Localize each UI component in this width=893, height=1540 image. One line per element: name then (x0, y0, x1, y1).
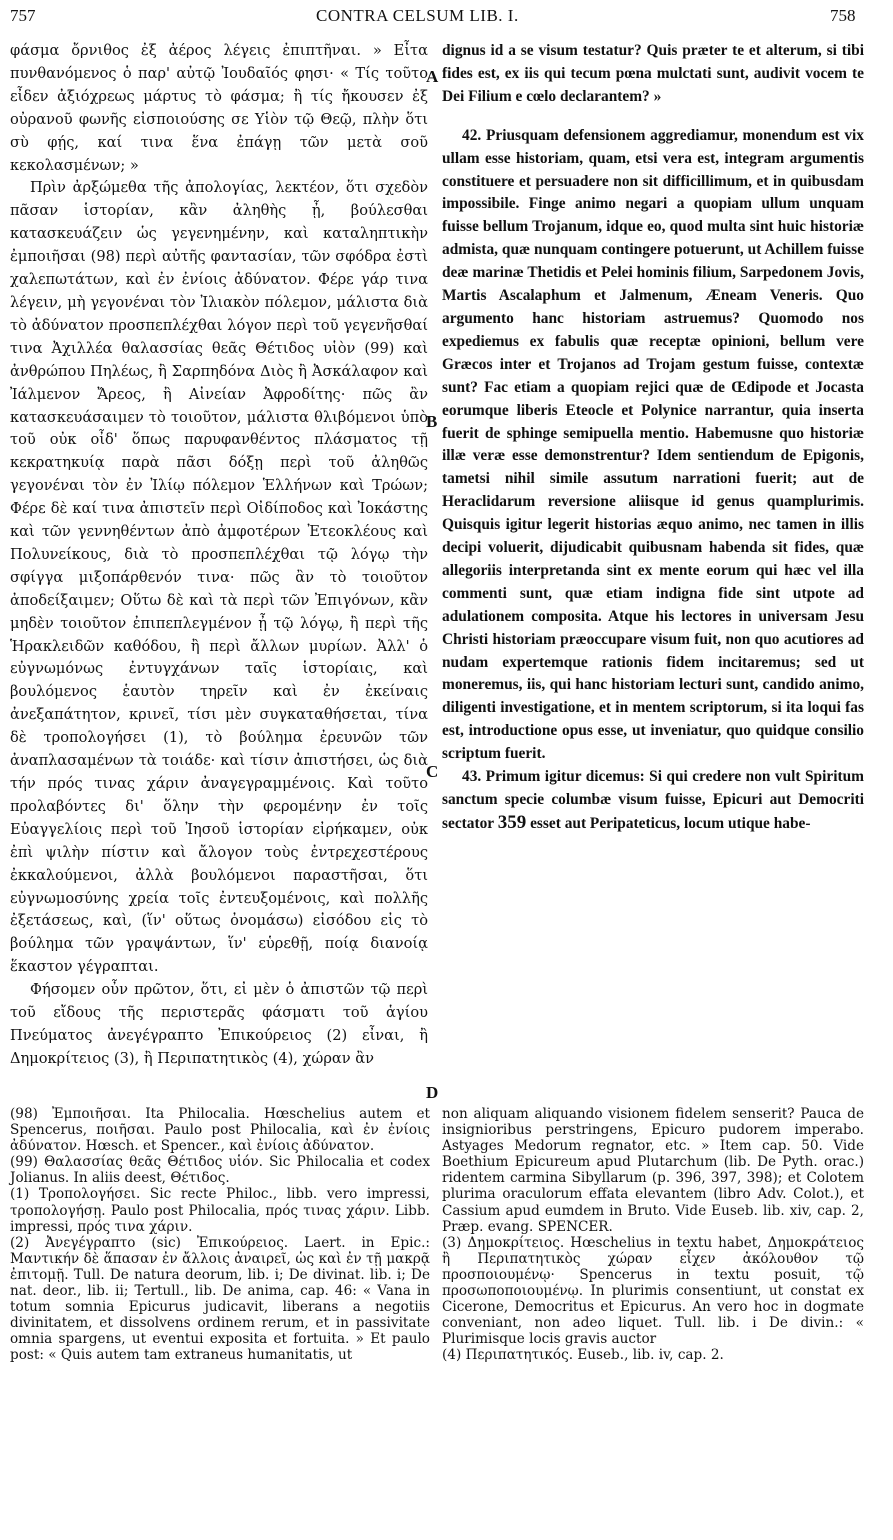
left-page-number: 757 (10, 6, 36, 25)
latin-paragraph-text: esset aut Peripateticus, locum utique habe- (530, 814, 811, 832)
footnote: (2) Ἀνεγέγραπτο (sic) Ἐπικούρειος. Laert. in Epic.: Μαντικήν δὲ ἅπασαν ἐν ἄλλοις ἀναιρεῖ, ὡς καὶ ἐν τῇ μακρᾷ ἐπιτομῇ. Tull. De natura deorum, lib. i; De divinat. lib. i; De nat. deor., lib. ii; Tertull., lib. De anima, cap. 46: « Vana in totum somnia Epicurus judicavit, liberans a negotiis divinitatem, et dissolvens ordinem rerum, et in passivitate omnia spargens, ut eventui exposita et fortuita. » Et paulo post: « Quis autem tam extraneus humanitatis, ut (10, 1234, 430, 1364)
footnote: (3) Δημοκρίτειος. Hœschelius in textu habet, Δημοκράτειος ἢ Περιπατητικὸς χώραν εἶχεν ἀκόλουθον τῷ προσποιουμένῳ· Spencerus in textu posuit, τῷ προσωποποιουμένῳ. In plurimis consentiunt, ut constat ex Cicerone, Democritus et Epicurus. An vero hoc in dogmate conveniant, non adeo liquet. Tull. lib. i De divin.: « Plurimisque locis gravis auctor (442, 1234, 864, 1348)
margin-marker-d: D (426, 1083, 439, 1102)
greek-text-column (10, 40, 428, 1071)
footnote: non aliquam aliquando visionem fidelem senserit? Pauca de insignioribus perstringens, Epicuro pudorem imperabo. Astyages Medorum regnator, etc. » Item cap. 50. Vide Boethium Epicureum apud Plutarchum (lib. De Pyth. orac.) ridentem carmina Sibyllarum (p. 396, 397, 398); et Colotem plurima oraculorum effata elevantem (libro Adv. Colot.), et Cassium apud eumdem in Bruto. Vide Euseb. lib. xiv, cap. 2, Præp. evang. SPENCER. (442, 1106, 864, 1235)
footnotes-right (442, 1106, 864, 1364)
latin-paragraph (442, 766, 864, 836)
latin-paragraph-text: 43. Primum igitur dicemus: Si qui credere non vult Spiritum sanctum specie columbæ visum fuisse, Epicuri aut Democriti sectator (442, 768, 864, 832)
footnote: (99) Θαλασσίας θεᾶς Θέτιδος υἱόν. Sic Philocalia et codex Jolianus. In aliis deest, Θέτιδος. (10, 1154, 430, 1187)
greek-paragraph: Φήσομεν οὖν πρῶτον, ὅτι, εἰ μὲν ὁ ἀπιστῶν τῷ περὶ τοῦ εἴδους τῆς περιστερᾶς φάσματι τοῦ ἁγίου Πνεύματος ἀνεγέγραπτο Ἐπικούρειος (2) εἶναι, ἢ Δημοκρίτειος (3), ἢ Περιπατητικὸς (4), χώραν ἂν (10, 981, 428, 1067)
margin-marker-c: C (426, 762, 439, 781)
right-page-number: 758 (830, 6, 856, 25)
latin-text-column (442, 40, 864, 836)
footnote: (98) Ἐμποιῆσαι. Ita Philocalia. Hœschelius autem et Spencerus, ποιῆσαι. Paulo post Philocalia, καὶ ἐν ἐνίοις ἀδύνατον. Hœsch. et Spencer., καὶ ἐνίοις ἀδύνατον. (10, 1106, 430, 1155)
greek-paragraph: Πρὶν ἀρξώμεθα τῆς ἀπολογίας, λεκτέον, ὅτι σχεδὸν πᾶσαν ἱστορίαν, κἂν ἀληθὴς ᾖ, βούλεσθαι κατασκευάζειν ὡς γεγενημένην, καὶ καταληπτικὴν ἐμποιῆσαι (98) περὶ αὐτῆς φαντασίαν, τῶν σφόδρα ἐστὶ χαλεπωτάτων, καὶ ἐν ἐνίοις ἀδύνατον. Φέρε γάρ τινα λέγειν, μὴ γεγονέναι τὸν Ἰλιακὸν πόλεμον, μάλιστα διὰ τὸ ἀδύνατον προσπεπλέχθαι λόγον περὶ τοῦ γεγενῆσθαί τινα Ἀχιλλέα θαλασσίας θεᾶς Θέτιδος υἱὸν (99) καὶ ἀνθρώπου Πηλέως, ἢ Σαρπηδόνα Διὸς ἢ Ἀσκάλαφον καὶ Ἰάλμενον Ἄρεος, ἢ Αἰνείαν Ἀφροδίτης· πῶς ἂν κατασκευάσαιμεν τὸ τοιοῦτον, μάλιστα θλιβόμενοι ὑπὸ τοῦ οὐκ οἶδ' ὅπως παρυφανθέντος πλάσματος τῇ κεκρατηκυίᾳ παρὰ πᾶσι δόξῃ περὶ τοῦ ἀληθῶς γεγονέναι τὸν ἐν Ἰλίῳ πόλεμον Ἑλλήνων καὶ Τρώων; Φέρε δὲ καί τινα ἀπιστεῖν περὶ Οἰδίποδος καὶ Ἰοκάστης καὶ τῶν γεννηθέντων ἀπὸ ἀμφοτέρων Ἐτεοκλέους καὶ Πολυνείκους, διὰ τὸ προσπεπλέχθαι τῷ λόγῳ τὴν σφίγγα μιξοπάρθενόν τινα· πῶς ἂν τὸ τοιοῦτον ἀποδείξαιμεν; Οὕτω δὲ καὶ τὰ περὶ τῶν Ἐπιγόνων, κἂν μηδὲν τοιοῦτον ἐπιπεπλεγμένον ᾖ τῷ λόγῳ, ἢ περὶ τῆς Ἡρακλειδῶν καθόδου, ἢ περὶ ἄλλων μυρίων. Ἀλλ' ὁ εὐγνωμόνως ἐντυγχάνων ταῖς ἱστορίαις, καὶ βουλόμενος ἑαυτὸν τηρεῖν καὶ ἐν ἐκείναις ἀνεξαπάτητον, κρινεῖ, τίσι μὲν συγκαταθήσεται, τίνα δὲ τροπολογήσει (1), τὸ βούλημα ἐρευνῶν τῶν ἀναπλασαμένων τὰ τοιάδε· καὶ τίσιν ἀπιστήσει, ὡς διὰ τήν πρός τινας χάριν ἀναγεγραμμένοις. Καὶ τοῦτο προλαβόντες δι' ὅλην τὴν φερομένην ἐν τοῖς Εὐαγγελίοις περὶ τοῦ Ἰησοῦ ἱστορίαν εἰρήκαμεν, οὐκ ἐπὶ ψιλὴν πίστιν καὶ ἄλογον τοὺς ἐντρεχεστέρους ἐκκαλούμενοι, ἀλλὰ βουλόμενοι παραστῆσαι, ὅτι εὐγνωμοσύνης χρεία τοῖς ἐντευξομένοις, καὶ πολλῆς ἐξετάσεως, καὶ, (ἵν' οὕτως ὀνομάσω) εἰσόδου εἰς τὸ βούλημα τῶν γραψάντων, ἵν' εὑρεθῇ, ποίᾳ διανοίᾳ ἕκαστον γέγραπται. (10, 179, 428, 976)
footnote: (4) Περιπατητικός. Euseb., lib. iv, cap. 2. (442, 1347, 724, 1364)
margin-marker-a: A (426, 67, 439, 86)
latin-paragraph: 42. Priusquam defensionem aggrediamur, monendum est vix ullam esse historiam, quam, etsi vera est, integram argumentis constituere et persuadere non sit difficillimum, et in quibusdam impossibile. Finge animo negari a quopiam ullum unquam fuisse bellum Trojanum, idque eo, quod multa sint huic historiæ admista, quæ nunquam contingere potuerunt, ut Achillem fuisse deæ marinæ Thetidis et Pelei hominis filium, Sarpedonem Jovis, Martis Ascalaphum et Jalmenum, Æneam Veneris. Quo argumento hanc historiam astruemus? Quomodo nos expediemus ex fabulis quæ receptæ opinioni, bellum vere Græcos inter et Trojanos ad Trojam gestum fuisse, contextæ sunt? Fac etiam a quopiam rejici quæ de Œdipode et Jocasta eorumque liberis Eteocle et Polynice narrantur, quia inserta fuerit de sphinge semipuella mentio. Habemusne quo historiæ illæ veræ esse demonstrentur? Idem sentiendum de Epigonis, tametsi nihil simile assutum narrationi fuerit; aut de Heraclidarum reversione aliisque id genus quamplurimis. Quisquis igitur legerit historias æquo animo, nec tamen in illis decipi voluerit, dijudicabit quibusnam habenda sit fides, quæ allegoriis interpretanda sint ex mente eorum qui hæc vel illa commenti sunt, quæ etiam indigna fide sint utpote ad adulationem composita. Atque his lectores in universam Jesu Christi historiam præoccupare visum fuit, non quo acutiores ad nudam expertemque rationis fidem incitaremus; sed ut moneremus, iis, qui hanc historiam lecturi sunt, candido animo, diligenti investigatione, et in mentem scriptorum, si ita loqui fas est, introductione opus esse, ut inveniatur, quo quidque consilio scriptum fuerit. (442, 126, 864, 763)
running-title: CONTRA CELSUM LIB. I. (316, 6, 519, 25)
latin-paragraph: dignus id a se visum testatur? Quis præter te et alterum, si tibi fides est, ex iis qui tecum pœna mulctati sunt, audivit vocem te Dei Filium e cœlo declarantem? » (442, 42, 864, 105)
footnote: (1) Τροπολογήσει. Sic recte Philoc., libb. vero impressi, τροπολογήσῃ. Paulo post Philocalia, πρός τινας χάριν. Libb. impressi, πρός τινα χάριν. (10, 1186, 430, 1235)
column-number-marker: 359 (497, 811, 527, 833)
footnotes-left (10, 1106, 430, 1364)
margin-marker-b: B (426, 412, 438, 431)
greek-paragraph: φάσμα ὄρνιθος ἐξ ἀέρος λέγεις ἐπιπτῆναι. » Εἶτα πυνθανόμενος ὁ παρ' αὐτῷ Ἰουδαῖός φησι· « Τίς τοῦτο εἶδεν ἀξιόχρεως μάρτυς τὸ φάσμα; ἢ τίς ἤκουσεν ἐξ οὐρανοῦ φωνῆς εἰσποιούσης σε Υἱὸν τῷ Θεῷ, πλὴν ὅτι σὺ φῄς, καί τινα ἕνα ἐπάγῃ τῶν μετὰ σοῦ κεκολασμένων; » (10, 42, 428, 174)
